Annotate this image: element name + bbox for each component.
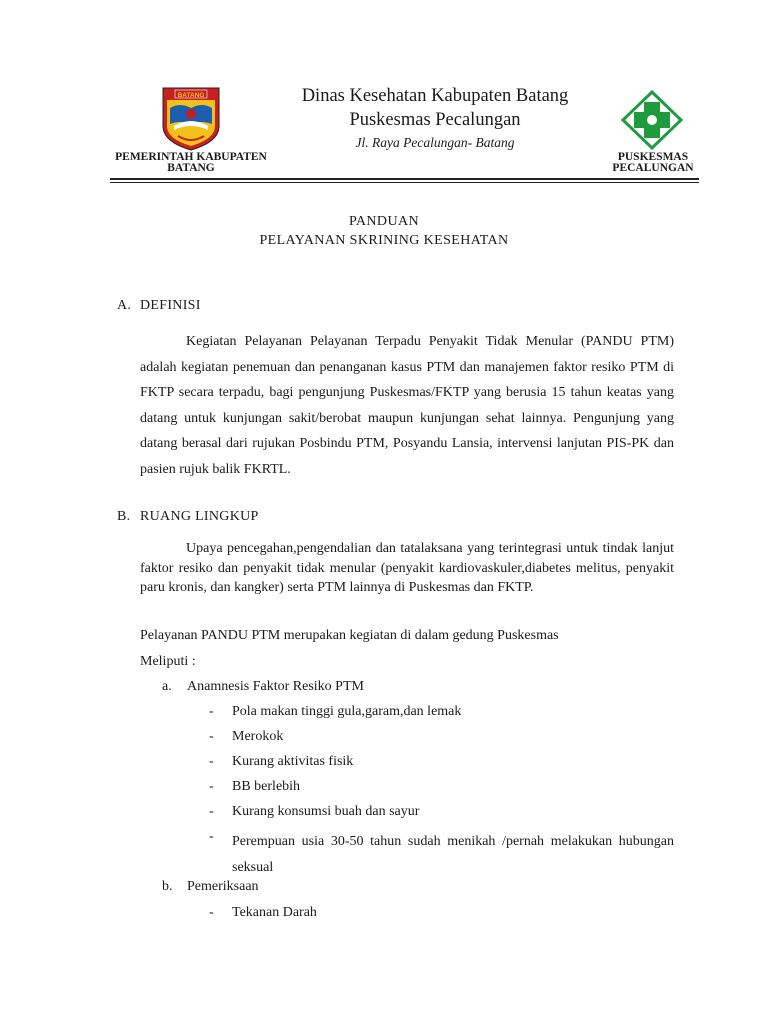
sub-item-a-letter: a.	[162, 679, 172, 694]
list-item: Tekanan Darah	[232, 905, 317, 920]
section-b-line1: Pelayanan PANDU PTM merupakan kegiatan di dalam gedung Puskesmas	[140, 628, 559, 643]
green-cross-icon	[619, 90, 685, 150]
list-item: Perempuan usia 30-50 tahun sudah menikah /pernah melakukan hubungan seksual	[232, 834, 674, 875]
header-divider-thick	[110, 178, 699, 180]
section-b-paragraph: Upaya pencegahan,pengendalian dan tatalaksana yang terintegrasi untuk tindak lanjut faktor resiko dan penyakit tidak menular (penyakit kardiovaskuler,diabetes melitus, penyakit paru kronis, dan kangker) serta PTM lainnya di Puskesmas dan FKTP.	[140, 541, 674, 595]
right-institution-name	[600, 152, 706, 174]
section-a-number: A.	[117, 298, 132, 313]
sub-item-b-label: Pemeriksaan	[187, 879, 259, 894]
document-title-line1: PANDUAN	[349, 214, 419, 229]
section-a-heading	[117, 298, 201, 314]
sub-item-a-label: Anamnesis Faktor Resiko PTM	[187, 679, 364, 694]
left-institution-line2: BATANG	[167, 162, 215, 174]
section-b-title: RUANG LINGKUP	[140, 509, 259, 524]
list-item: Kurang konsumsi buah dan sayur	[232, 804, 420, 819]
section-a-title: DEFINISI	[140, 298, 201, 313]
right-institution-line2: PECALUNGAN	[612, 162, 694, 174]
header-divider-thin	[110, 182, 699, 183]
section-b-number: B.	[117, 509, 131, 524]
list-dash: -	[209, 704, 214, 719]
list-dash: -	[209, 729, 214, 744]
unit-name: Puskesmas Pecalungan	[349, 110, 521, 130]
list-item: Merokok	[232, 729, 284, 744]
list-dash: -	[209, 905, 214, 920]
section-a-paragraph: Kegiatan Pelayanan Pelayanan Terpadu Penyakit Tidak Menular (PANDU PTM) adalah kegiatan penemuan dan penanganan kasus PTM dan manajemen faktor resiko PTM di FKTP secara terpadu, bagi pengunjung Puskesmas/FKTP yang berusia 15 tahun keatas yang datang untuk kunjungan sakit/berobat maupun kunjungan sehat lainnya. Pengunjung yang datang berasal dari rujukan Posbindu PTM, Posyandu Lansia, intervensi lanjutan PIS-PK dan pasien rujuk balik FKRTL.	[140, 334, 674, 477]
section-b-line2: Meliputi :	[140, 654, 196, 669]
list-item: Pola makan tinggi gula,garam,dan lemak	[232, 704, 462, 719]
sub-item-b-letter: b.	[162, 879, 173, 894]
agency-name: Dinas Kesehatan Kabupaten Batang	[301, 86, 569, 106]
list-dash: -	[209, 779, 214, 794]
document-title-line2: PELAYANAN SKRINING KESEHATAN	[259, 233, 509, 248]
list-dash: -	[209, 754, 214, 769]
address: Jl. Raya Pecalungan- Batang	[355, 135, 515, 150]
list-dash: -	[209, 804, 214, 819]
left-institution-line1: PEMERINTAH KABUPATEN	[115, 151, 267, 163]
list-dash: -	[209, 829, 214, 844]
regency-crest-icon	[160, 86, 222, 152]
section-b-heading	[117, 509, 259, 525]
list-item: BB berlebih	[232, 779, 301, 794]
crest-label: BATANG	[177, 92, 205, 99]
list-item: Kurang aktivitas fisik	[232, 754, 354, 769]
right-institution-line1: PUSKESMAS	[617, 151, 689, 163]
left-institution-name	[108, 152, 274, 174]
